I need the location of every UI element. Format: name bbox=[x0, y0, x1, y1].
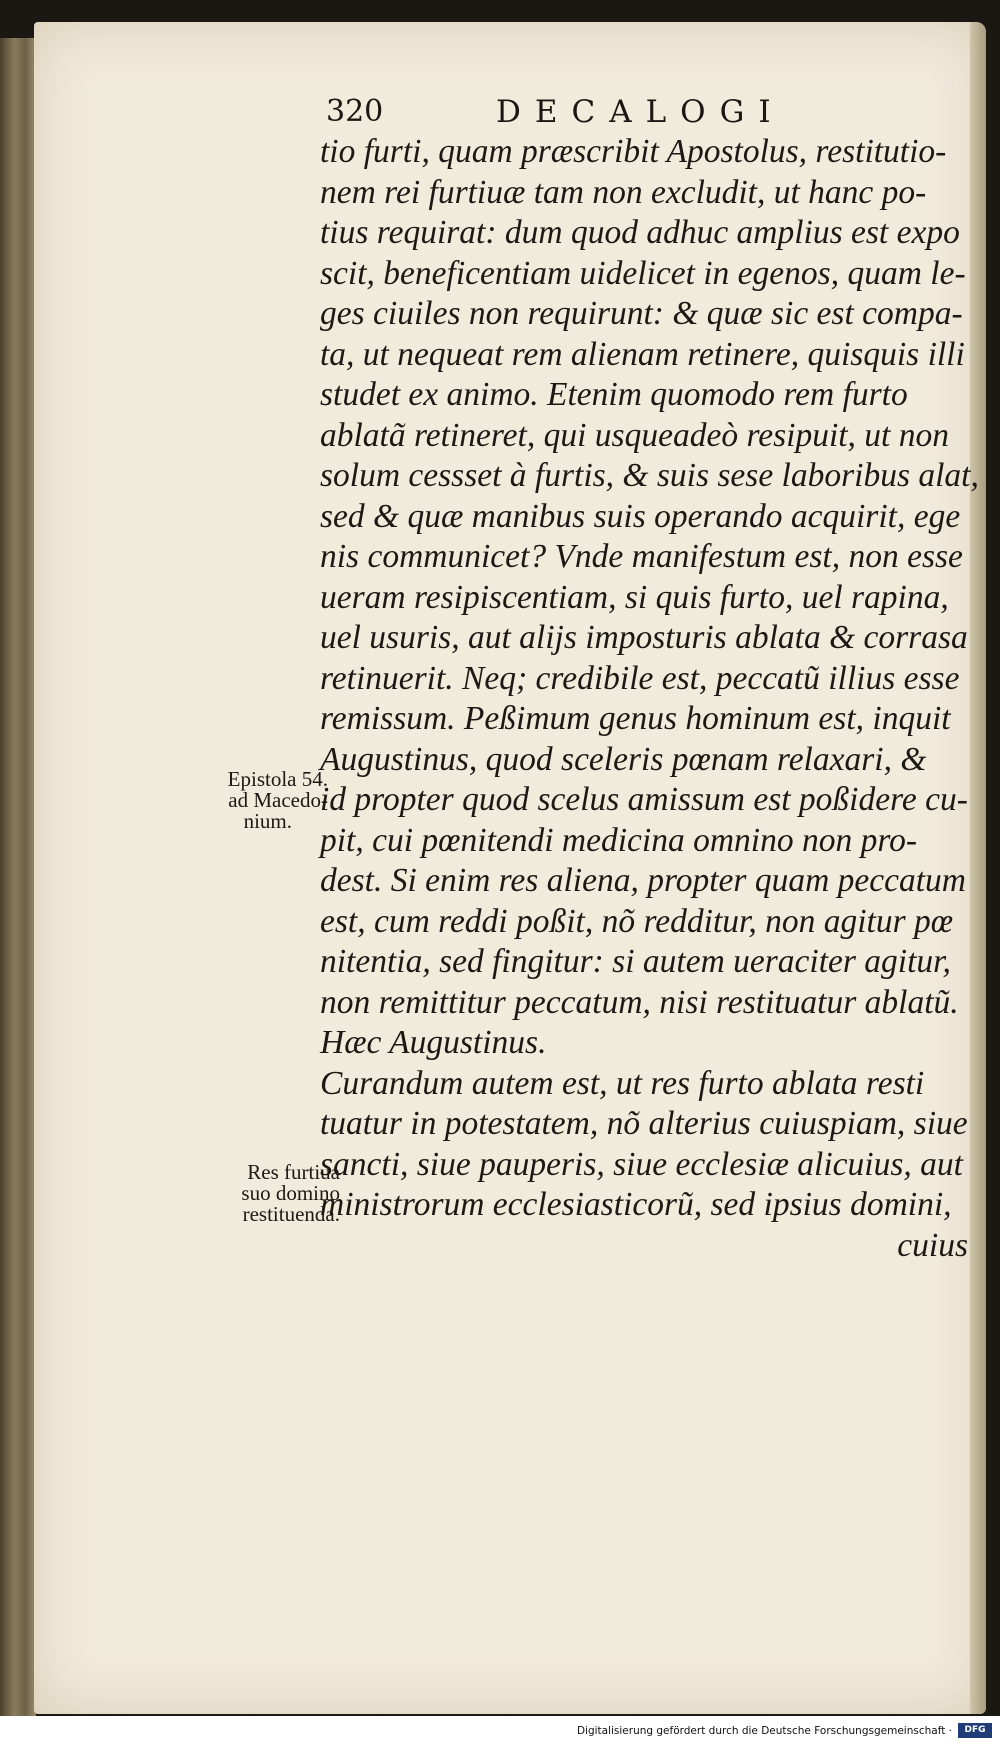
text-line: pit, cui pœnitendi medicina omnino non pro- bbox=[320, 821, 918, 859]
text-line: non remittitur peccatum, nisi restituatur ablatũ. bbox=[320, 983, 959, 1021]
text-line: id propter quod scelus amissum est poßidere cu- bbox=[320, 781, 968, 818]
text-line: ablatã retineret, qui usqueadeò resipuit, ut non bbox=[320, 416, 949, 454]
note-line: Res furtiua bbox=[247, 1160, 340, 1184]
text-line: tius requirat: dum quod adhuc amplius est expo bbox=[320, 214, 960, 251]
text-line: solum cessset à furtis, & suis sese laboribus alat, bbox=[320, 457, 979, 494]
text-line: Curandum autem est, ut res furto ablata resti bbox=[320, 1064, 925, 1102]
text-line: ges ciuiles non requirunt: & quæ sic est compa- bbox=[320, 295, 963, 332]
text-line: tuatur in potestatem, nõ alterius cuiuspiam, siue bbox=[320, 1105, 968, 1142]
note-line: nium. bbox=[243, 809, 292, 833]
catchword: cuius bbox=[897, 1226, 968, 1264]
dfg-logo-icon: DFG bbox=[958, 1723, 992, 1738]
marginal-note-epistola bbox=[180, 769, 328, 832]
text-line: remissum. Peßimum genus hominum est, inquit bbox=[320, 700, 951, 737]
page-number: 320 bbox=[326, 94, 384, 129]
note-line: restituenda. bbox=[242, 1202, 340, 1226]
text-line: tio furti, quam præscribit Apostolus, restitutio- bbox=[320, 133, 947, 170]
text-line: uel usuris, aut alijs imposturis ablata & corrasa bbox=[320, 619, 968, 656]
text-line: dest. Si enim res aliena, propter quam peccatum bbox=[320, 862, 967, 899]
marginal-note-res-furtiua bbox=[190, 1162, 340, 1225]
text-line: nem rei furtiuæ tam non excludit, ut hanc po- bbox=[320, 173, 927, 211]
text-line: ta, ut nequeat rem alienam retinere, quisquis illi bbox=[320, 335, 965, 373]
text-line: nitentia, sed fingitur: si autem ueraciter agitur, bbox=[320, 943, 951, 980]
note-line: suo domino bbox=[241, 1181, 340, 1205]
text-line: est, cum reddi poßit, nõ redditur, non agitur pœ bbox=[320, 902, 954, 940]
note-line: Epistola 54. bbox=[227, 767, 328, 791]
text-line: nis communicet? Vnde manifestum est, non esse bbox=[320, 538, 963, 575]
text-line: scit, beneficentiam uidelicet in egenos, quam le- bbox=[320, 254, 966, 292]
text-line: ministrorum ecclesiasticorũ, sed ipsius domini, bbox=[320, 1186, 952, 1223]
running-head: DECALOGI bbox=[496, 94, 785, 130]
text-line: Augustinus, quod sceleris pœnam relaxari, & bbox=[320, 740, 927, 778]
text-line: retinuerit. Neq; credibile est, peccatũ illius esse bbox=[320, 659, 960, 697]
text-line: sancti, siue pauperis, siue ecclesiæ alicuius, aut bbox=[320, 1145, 963, 1183]
body-text bbox=[320, 132, 980, 1266]
funding-credit: Digitalisierung gefördert durch die Deutsche Forschungsgemeinschaft · bbox=[576, 1725, 952, 1737]
text-line: Hæc Augustinus. bbox=[320, 1024, 547, 1061]
page-header bbox=[326, 94, 966, 134]
text-line: ueram resipiscentiam, si quis furto, uel rapina, bbox=[320, 578, 949, 616]
note-line: ad Macedo- bbox=[228, 788, 328, 812]
text-line: sed & quæ manibus suis operando acquirit, ege bbox=[320, 497, 961, 535]
text-line: studet ex animo. Etenim quomodo rem furto bbox=[320, 376, 908, 413]
book-binding bbox=[0, 38, 36, 1722]
footer-bar bbox=[0, 1716, 1000, 1746]
